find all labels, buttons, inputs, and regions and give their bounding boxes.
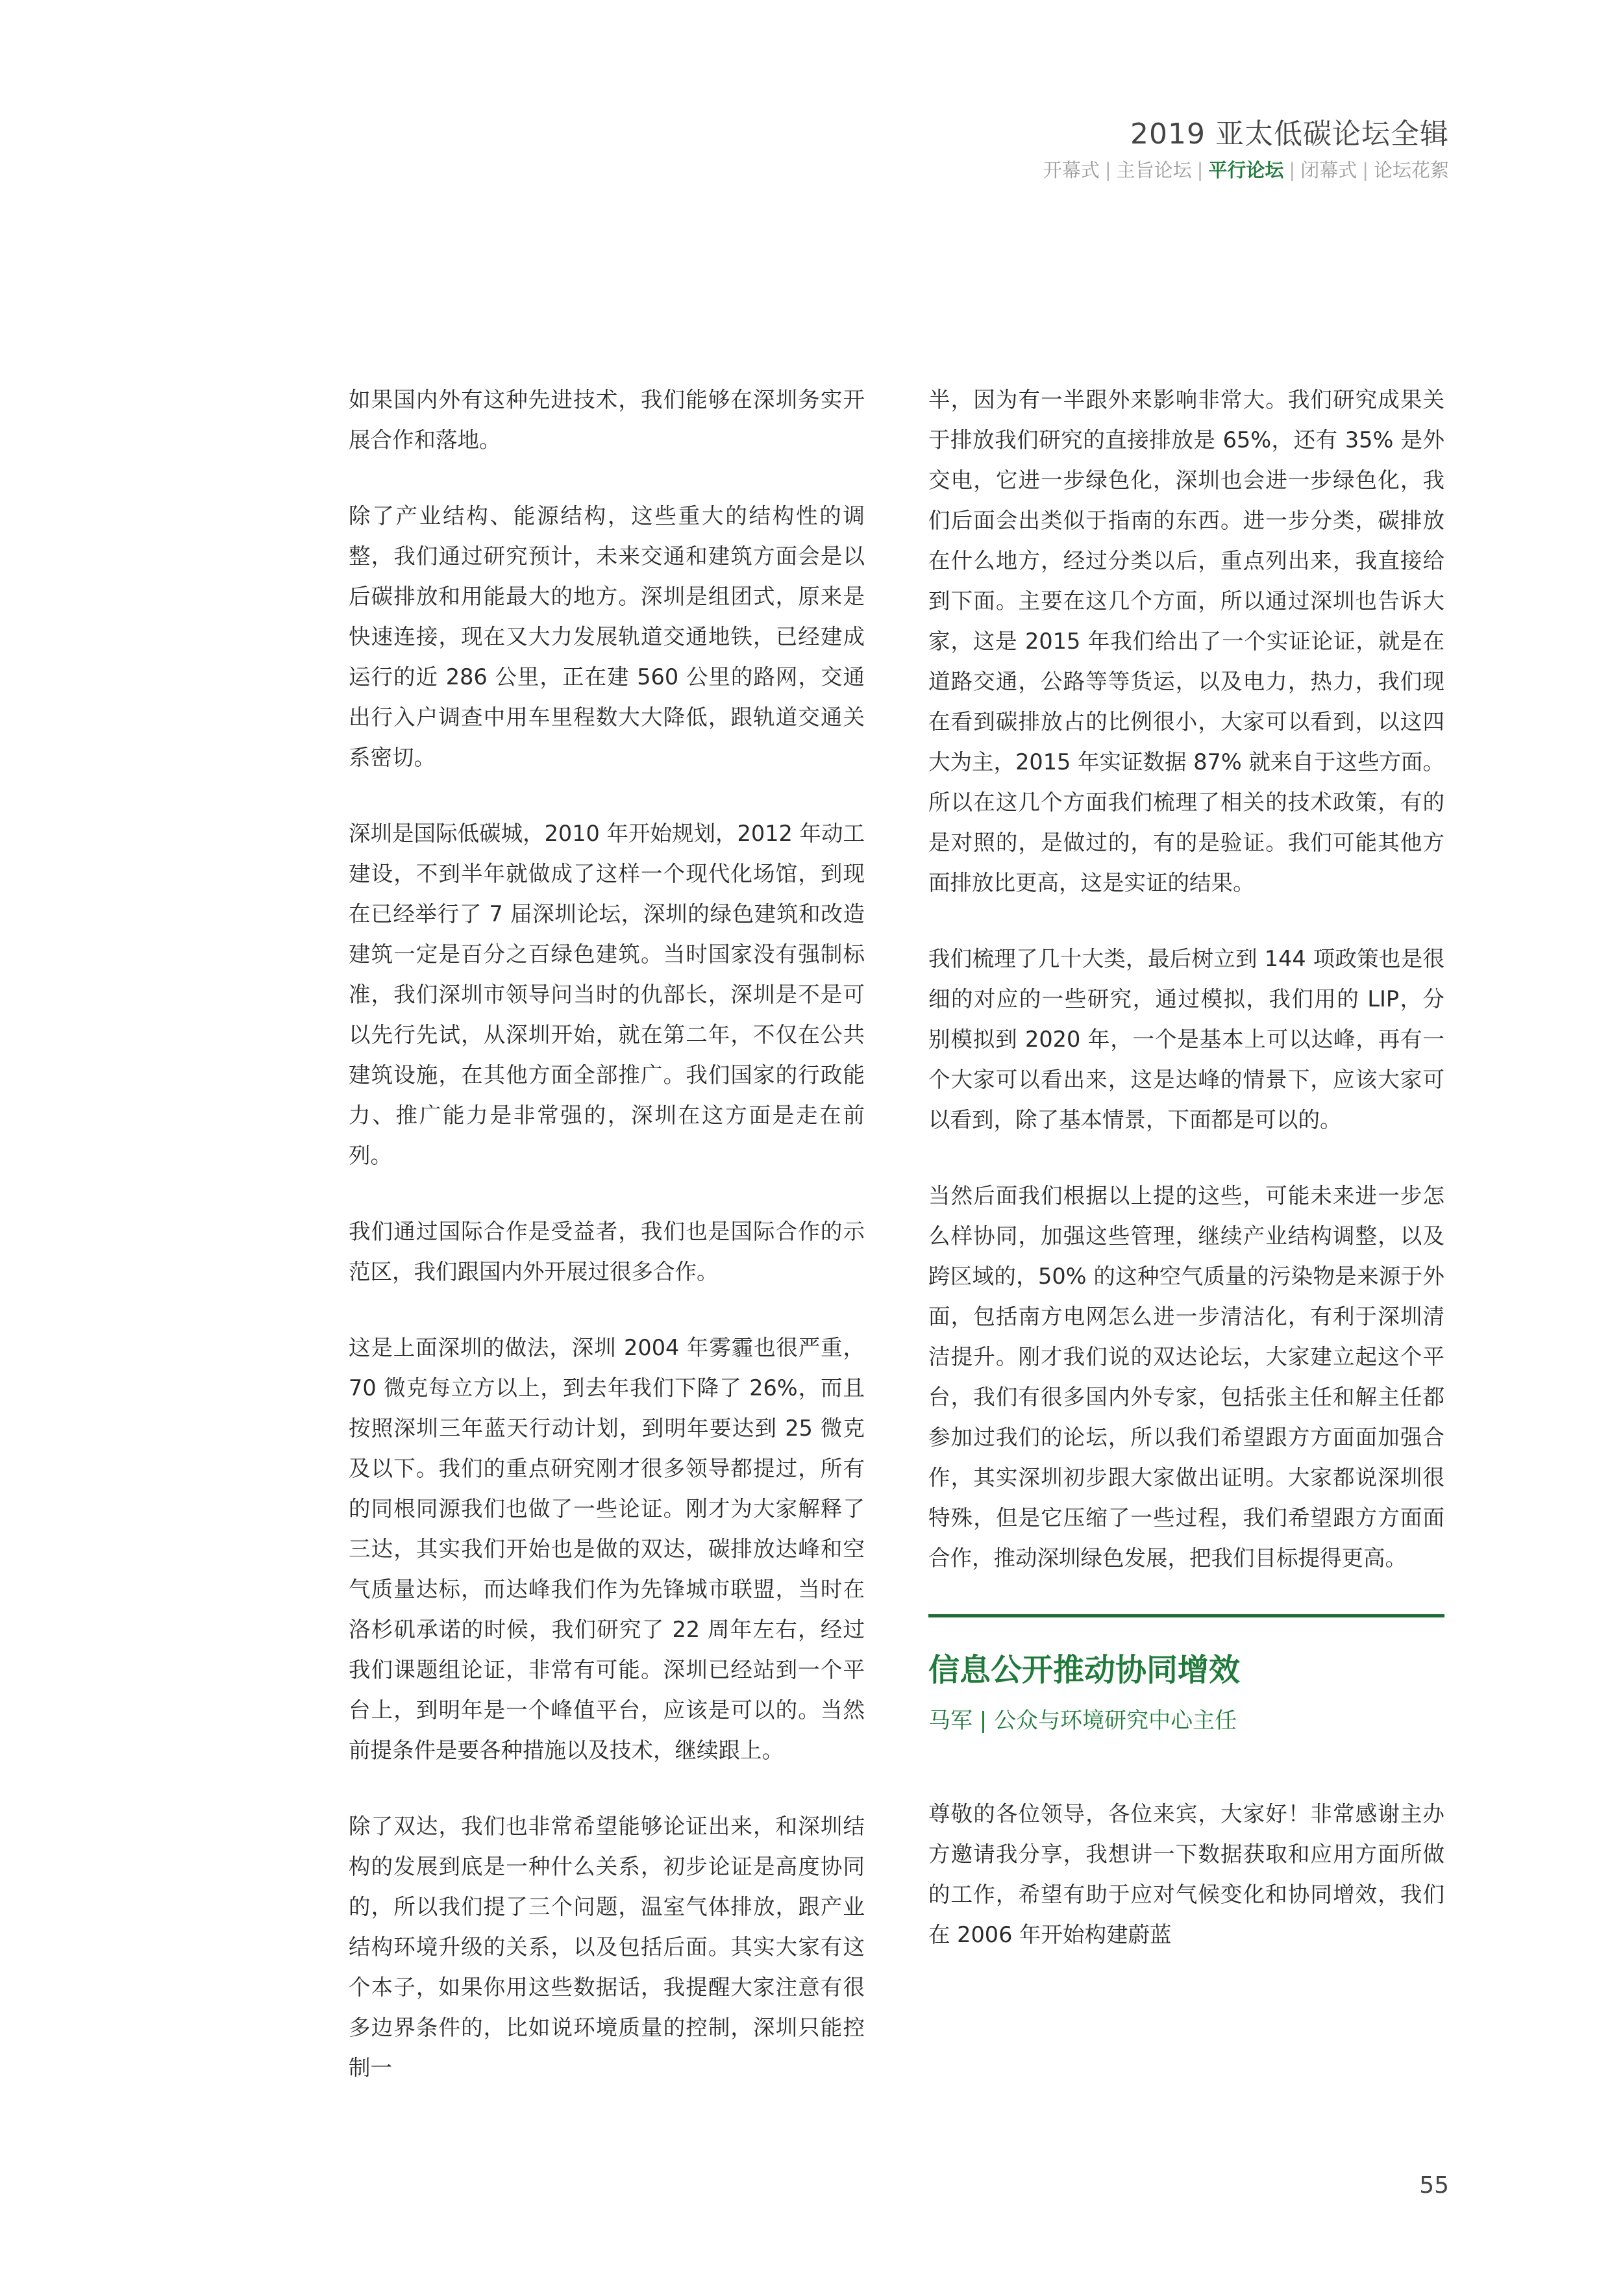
body-paragraph: 如果国内外有这种先进技术，我们能够在深圳务实开展合作和落地。 bbox=[349, 387, 865, 453]
nav-separator: | bbox=[1362, 159, 1369, 181]
publication-title: 2019 亚太低碳论坛全辑 bbox=[1130, 118, 1449, 151]
nav-separator: | bbox=[1289, 159, 1296, 181]
nav-item-keynote[interactable]: 主旨论坛 bbox=[1116, 159, 1192, 181]
body-paragraph: 除了产业结构、能源结构，这些重大的结构性的调整，我们通过研究预计，未来交通和建筑方面会是以后碳排放和用能最大的地方。深圳是组团式，原来是快速连接，现在又大力发展轨道交通地铁，已经建成运行的近 286 公里，正在建 560 公里的路网，交通出行入户调查中用车里程数大大降低，跟轨道交通关系密切。 bbox=[349, 503, 865, 770]
section-navigation bbox=[1043, 156, 1449, 182]
right-text-column bbox=[928, 380, 1444, 1991]
nav-item-opening[interactable]: 开幕式 bbox=[1043, 159, 1100, 181]
nav-item-closing[interactable]: 闭幕式 bbox=[1300, 159, 1357, 181]
body-paragraph: 尊敬的各位领导，各位来宾，大家好！非常感谢主办方邀请我分享，我想讲一下数据获取和应用方面所做的工作，希望有助于应对气候变化和协同增效，我们在 2006 年开始构建蔚蓝 bbox=[928, 1801, 1444, 1947]
nav-separator: | bbox=[1104, 159, 1111, 181]
speaker-byline: 马军 | 公众与环境研究中心主任 bbox=[928, 1708, 1237, 1734]
left-text-column bbox=[349, 380, 865, 2124]
body-paragraph: 我们梳理了几十大类，最后树立到 144 项政策也是很细的对应的一些研究，通过模拟，我们用的 LIP，分别模拟到 2020 年，一个是基本上可以达峰，再有一个大家可以看出来，这是达峰的情景下，应该大家可以看到，除了基本情景，下面都是可以的。 bbox=[928, 946, 1444, 1132]
body-paragraph: 这是上面深圳的做法，深圳 2004 年雾霾也很严重，70 微克每立方以上，到去年我们下降了 26%，而且按照深圳三年蓝天行动计划，到明年要达到 25 微克及以下。我们的重点研究刚才很多领导都提过，所有的同根同源我们也做了一些论证。刚才为大家解释了三达，其实我们开始也是做的双达，碳排放达峰和空气质量达标，而达峰我们作为先锋城市联盟，当时在洛杉矶承诺的时候，我们研究了 22 周年左右，经过我们课题组论证，非常有可能。深圳已经站到一个平台上，到明年是一个峰值平台，应该是可以的。当然前提条件是要各种措施以及技术，继续跟上。 bbox=[349, 1335, 865, 1763]
section-divider bbox=[928, 1614, 1444, 1617]
body-paragraph: 除了双达，我们也非常希望能够论证出来，和深圳结构的发展到底是一种什么关系，初步论证是高度协同的，所以我们提了三个问题，温室气体排放，跟产业结构环境升级的关系，以及包括后面。其实大家有这个本子，如果你用这些数据话，我提醒大家注意有很多边界条件的，比如说环境质量的控制，深圳只能控制一 bbox=[349, 1814, 865, 2080]
body-paragraph: 深圳是国际低碳城，2010 年开始规划，2012 年动工建设，不到半年就做成了这样一个现代化场馆，到现在已经举行了 7 届深圳论坛，深圳的绿色建筑和改造建筑一定是百分之百绿色建筑。当时国家没有强制标准，我们深圳市领导问当时的仇部长，深圳是不是可以先行先试，从深圳开始，就在第二年，不仅在公共建筑设施，在其他方面全部推广。我们国家的行政能力、推广能力是非常强的，深圳在这方面是走在前列。 bbox=[349, 821, 865, 1168]
nav-separator: | bbox=[1196, 159, 1204, 181]
page-number: 55 bbox=[1419, 2172, 1449, 2199]
section-heading: 信息公开推动协同增效 bbox=[928, 1652, 1241, 1688]
nav-item-highlights[interactable]: 论坛花絮 bbox=[1373, 159, 1449, 181]
body-paragraph: 半，因为有一半跟外来影响非常大。我们研究成果关于排放我们研究的直接排放是 65%，还有 35% 是外交电，它进一步绿色化，深圳也会进一步绿色化，我们后面会出类似于指南的东西。进一步分类，碳排放在什么地方，经过分类以后，重点列出来，我直接给到下面。主要在这几个方面，所以通过深圳也告诉大家，这是 2015 年我们给出了一个实证论证，就是在道路交通，公路等等货运，以及电力，热力，我们现在看到碳排放占的比例很小，大家可以看到，以这四大为主，2015 年实证数据 87% 就来自于这些方面。所以在这几个方面我们梳理了相关的技术政策，有的是对照的，是做过的，有的是验证。我们可能其他方面排放比更高，这是实证的结果。 bbox=[928, 387, 1444, 895]
body-paragraph: 当然后面我们根据以上提的这些，可能未来进一步怎么样协同，加强这些管理，继续产业结构调整，以及跨区域的，50% 的这种空气质量的污染物是来源于外面，包括南方电网怎么进一步清洁化，有利于深圳清洁提升。刚才我们说的双达论坛，大家建立起这个平台，我们有很多国内外专家，包括张主任和解主任都参加过我们的论坛，所以我们希望跟方方面面加强合作，其实深圳初步跟大家做出证明。大家都说深圳很特殊，但是它压缩了一些过程，我们希望跟方方面面合作，推动深圳绿色发展，把我们目标提得更高。 bbox=[928, 1183, 1444, 1571]
body-paragraph: 我们通过国际合作是受益者，我们也是国际合作的示范区，我们跟国内外开展过很多合作。 bbox=[349, 1219, 865, 1284]
nav-item-parallel-forum[interactable]: 平行论坛 bbox=[1208, 159, 1284, 181]
